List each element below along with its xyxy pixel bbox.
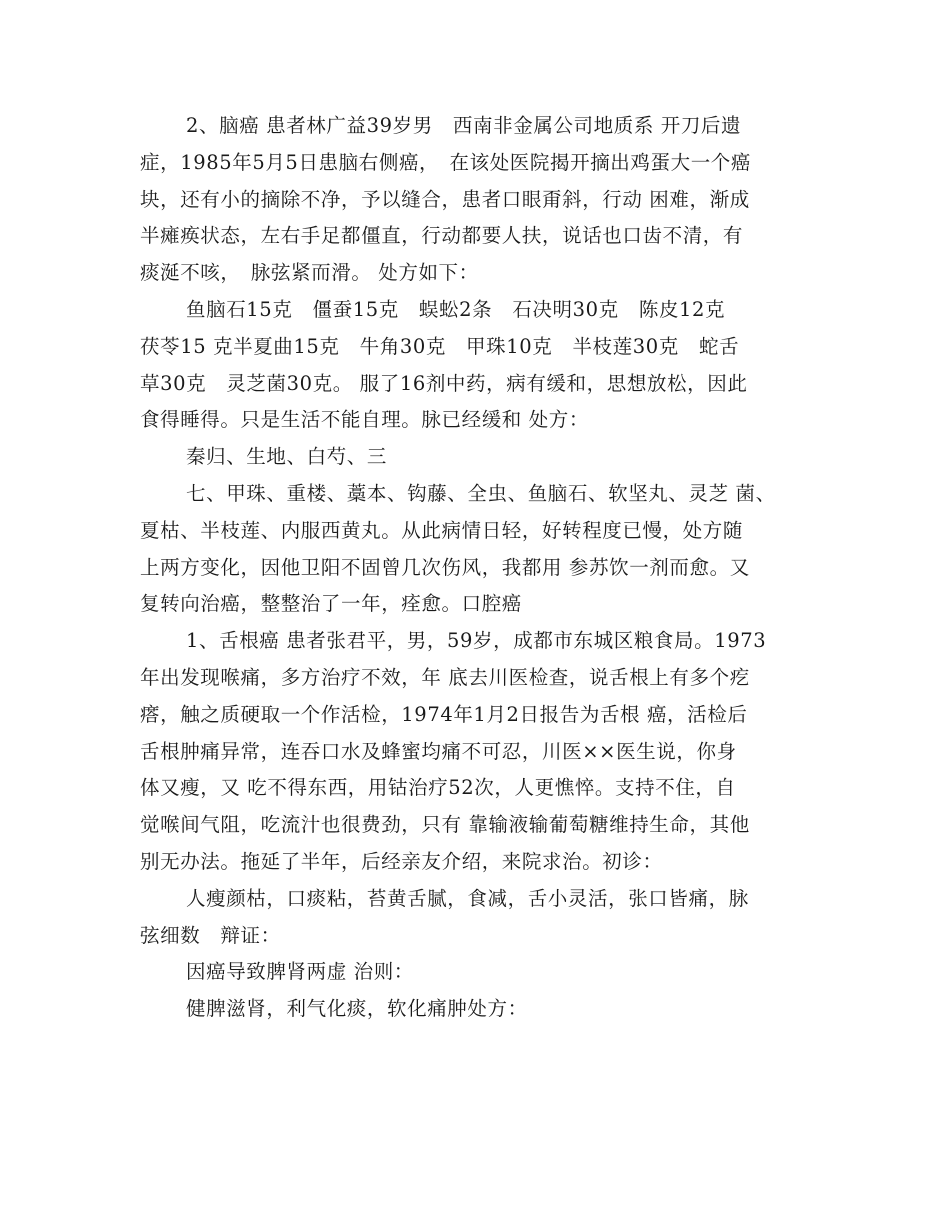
text-line: 瘩，触之质硬取一个作活检，1974年1月2日报告为舌根 癌，活检后: [140, 702, 748, 726]
text-line: 因癌导致脾肾两虚 治则：: [186, 960, 414, 984]
text-line: 体又瘦，又 吃不得东西，用钴治疗52次，人更憔悴。支持不住，自: [140, 776, 736, 800]
text-line: 人瘦颜枯，口痰粘，苔黄舌腻，食减，舌小灵活，张口皆痛，脉: [186, 886, 749, 910]
text-line: 1、舌根癌 患者张君平，男，59岁，成都市东城区粮食局。1973: [186, 629, 767, 653]
text-line: 食得睡得。只是生活不能自理。脉已经缓和 处方：: [140, 408, 589, 432]
text-line: 半瘫痪状态，左右手足都僵直，行动都要人扶，说话也口齿不清，有: [140, 224, 744, 248]
text-line: 别无办法。拖延了半年，后经亲友介绍，来院求治。初诊：: [140, 849, 663, 873]
text-line: 2、脑癌 患者林广益39岁男 西南非金属公司地质系 开刀后遗: [186, 114, 742, 137]
text-line: 觉喉间气阻，吃流汁也很费劲，只有 靠输液输葡萄糖维持生命，其他: [140, 813, 750, 837]
text-line: 七、甲珠、重楼、藁本、钩藤、全虫、鱼脑石、软坚丸、灵芝 菌、: [186, 481, 776, 505]
text-line: 舌根肿痛异常，连吞口水及蜂蜜均痛不可忍，川医××医生说，你身: [140, 739, 737, 763]
text-line: 上两方变化，因他卫阳不固曾几次伤风，我都用 参苏饮一剂而愈。又: [140, 555, 750, 579]
text-line: 健脾滋肾，利气化痰，软化痛肿处方：: [186, 997, 528, 1021]
text-line: 痰涎不咳， 脉弦紧而滑。 处方如下：: [140, 261, 479, 285]
text-line: 弦细数 辩证：: [140, 923, 281, 947]
text-line: 鱼脑石15克 僵蚕15克 蜈蚣2条 石决明30克 陈皮12克: [186, 297, 726, 321]
text-line: 症，1985年5月5日患脑右侧癌， 在该处医院揭开摘出鸡蛋大一个癌: [140, 150, 751, 174]
text-line: 夏枯、半枝莲、内服西黄丸。从此病情日轻，好转程度已慢，处方随: [140, 518, 744, 542]
text-line: 茯苓15 克半夏曲15克 牛角30克 甲珠10克 半枝莲30克 蛇舌: [140, 334, 740, 358]
text-line: 年出发现喉痛，多方治疗不效，年 底去川医检查，说舌根上有多个疙: [140, 665, 750, 689]
text-line: 秦归、生地、白芍、三: [186, 445, 388, 469]
text-line: 草30克 灵芝菌30克。 服了16剂中药，病有缓和，思想放松，因此: [140, 371, 748, 395]
document-body: [140, 108, 830, 1028]
text-line: 块，还有小的摘除不净，予以缝合，患者口眼甭斜，行动 困难，渐成: [140, 187, 750, 211]
text-line: 复转向治癌，整整治了一年，痊愈。口腔癌: [140, 592, 522, 616]
